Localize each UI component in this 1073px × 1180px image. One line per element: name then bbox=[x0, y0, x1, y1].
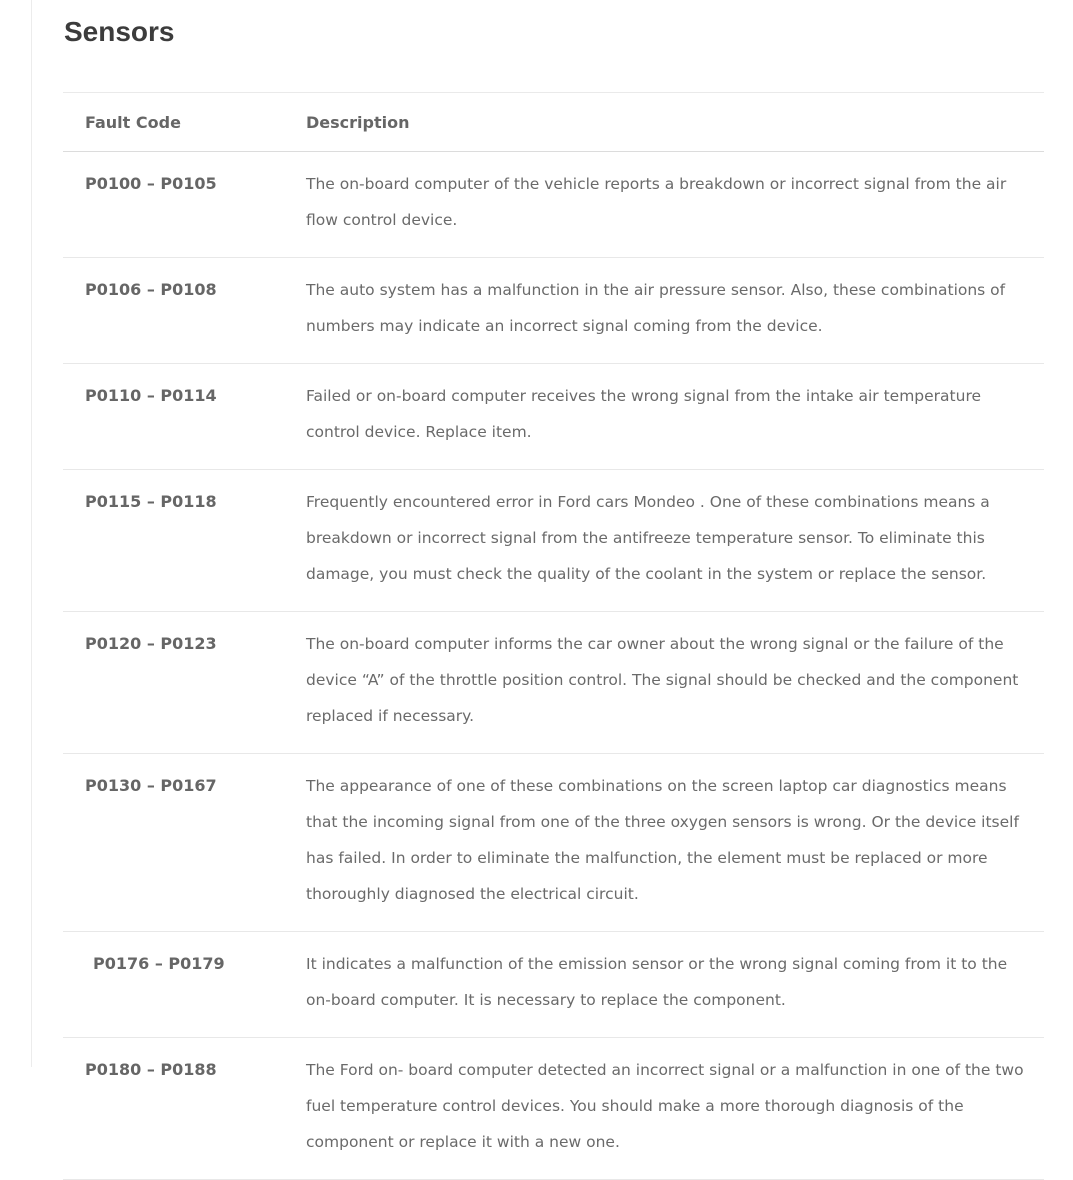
table-row bbox=[63, 152, 1044, 258]
fault-code-cell: P0130 – P0167 bbox=[85, 776, 217, 795]
table-row bbox=[63, 470, 1044, 612]
description-cell: It indicates a malfunction of the emission sensor or the wrong signal coming from it to the on-board computer. It is necessary to replace the component. bbox=[306, 955, 1008, 1009]
table-header-row bbox=[63, 93, 1044, 152]
column-header-description: Description bbox=[306, 112, 410, 132]
description-cell: Frequently encountered error in Ford cars Mondeo . One of these combinations means a breakdown or incorrect signal from the antifreeze temperature sensor. To eliminate this damage, you must check the quality of the coolant in the system or replace the sensor. bbox=[306, 493, 990, 583]
fault-code-cell: P0180 – P0188 bbox=[85, 1060, 217, 1079]
fault-code-cell: P0120 – P0123 bbox=[85, 634, 217, 653]
description-cell: Failed or on-board computer receives the wrong signal from the intake air temperature control device. Replace item. bbox=[306, 387, 982, 441]
table-row bbox=[63, 258, 1044, 364]
fault-code-cell: P0106 – P0108 bbox=[85, 280, 217, 299]
fault-code-cell: P0100 – P0105 bbox=[85, 174, 217, 193]
table-row bbox=[63, 364, 1044, 470]
fault-code-cell: P0115 – P0118 bbox=[85, 492, 217, 511]
table-row bbox=[63, 754, 1044, 932]
left-divider bbox=[31, 0, 32, 1067]
description-cell: The Ford on- board computer detected an incorrect signal or a malfunction in one of the two fuel temperature control devices. You should make a more thorough diagnosis of the component or replace it with a new one. bbox=[306, 1061, 1024, 1151]
description-cell: The on-board computer of the vehicle reports a breakdown or incorrect signal from the air flow control device. bbox=[306, 175, 1007, 229]
section-heading: Sensors bbox=[64, 16, 175, 47]
description-cell: The on-board computer informs the car owner about the wrong signal or the failure of the device “A” of the throttle position control. The signal should be checked and the component replaced if necessary. bbox=[306, 635, 1019, 725]
column-header-fault-code: Fault Code bbox=[85, 112, 181, 132]
table-row bbox=[63, 612, 1044, 754]
table-row bbox=[63, 1038, 1044, 1180]
description-cell: The appearance of one of these combinations on the screen laptop car diagnostics means that the incoming signal from one of the three oxygen sensors is wrong. Or the device itself has failed. In order to eliminate the malfunction, the element must be replaced or more thoroughly diagnosed the electrical circuit. bbox=[306, 777, 1019, 903]
fault-code-table bbox=[63, 92, 1044, 1180]
fault-code-cell: P0110 – P0114 bbox=[85, 386, 217, 405]
table-row bbox=[63, 932, 1044, 1038]
fault-code-cell: P0176 – P0179 bbox=[93, 954, 225, 973]
description-cell: The auto system has a malfunction in the air pressure sensor. Also, these combinations of numbers may indicate an incorrect signal coming from the device. bbox=[306, 281, 1006, 335]
